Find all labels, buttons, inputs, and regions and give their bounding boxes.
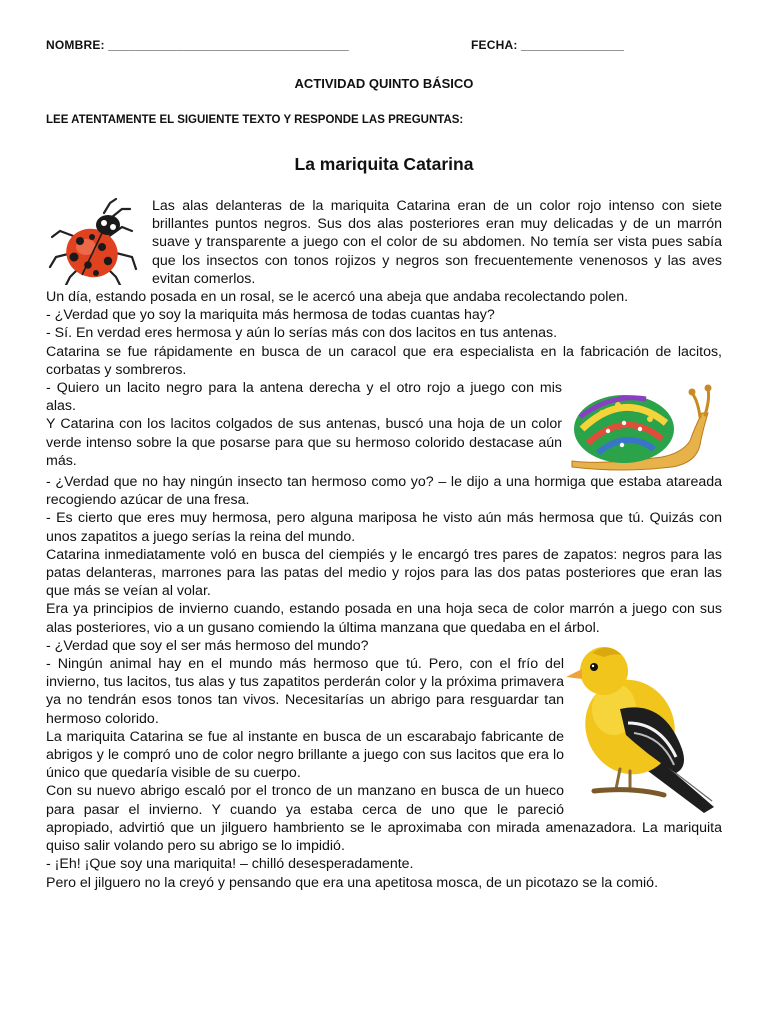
ladybug-illustration <box>46 197 151 287</box>
snail-illustration <box>562 383 722 473</box>
paragraph-7: Y Catarina con los lacitos colgados de sus antenas, buscó una hoja de un color verde intenso sobre la que posarse para que su hermoso colorido destacase aún más. <box>46 416 562 469</box>
story-body <box>46 197 722 892</box>
instruction-text: LEE ATENTAMENTE EL SIGUIENTE TEXTO Y RESPONDE LAS PREGUNTAS: <box>46 114 464 126</box>
paragraph-14: La mariquita Catarina se fue al instante en busca de un escarabajo fabricante de abrigos y le compró uno de color negro brillante a juego con sus lacitos que era lo único que quedaría visible de su cuerpo. <box>46 728 564 782</box>
paragraph-1: Las alas delanteras de la mariquita Catarina eran de un color rojo intenso con siete brillantes puntos negros. Sus dos alas posteriores eran muy delicadas y de un marrón suave y transparente a juego con el color de su abdomen. No temía ser vista pues sabía que los insectos con tonos rojizos y negros son frecuentemente venenosos y las aves evitan comerlos. <box>152 198 722 287</box>
paragraph-15: Con su nuevo abrigo escaló por el tronco de un manzano en busca de un hueco para pasar el invierno. Y cuando ya estaba cerca de uno que le pareció apropiado, advirtió que un jilguero hambriento se le aproximaba con mirada amenazadora. La mariquita quiso salir volando pero su abrigo se lo impidió. <box>46 783 722 855</box>
activity-subtitle: ACTIVIDAD QUINTO BÁSICO <box>294 76 474 91</box>
paragraph-3: - ¿Verdad que yo soy la mariquita más hermosa de todas cuantas hay? <box>46 307 495 324</box>
name-field-label: NOMBRE: ___________________________________ <box>46 38 349 52</box>
paragraph-5: Catarina se fue rápidamente en busca de un caracol que era especialista en la fabricación de lacitos, corbatas y sombreros. <box>46 343 722 378</box>
paragraph-10: Catarina inmediatamente voló en busca del ciempiés y le encargó tres pares de zapatos: negros para las patas delanteras, marrones para las patas del medio y rojos para las dos patas posteriores que eran las que más se veían al volar. <box>46 546 722 600</box>
paragraph-2: Un día, estando posada en un rosal, se le acercó una abeja que andaba recolectando polen. <box>46 289 629 306</box>
paragraph-8: - ¿Verdad que no hay ningún insecto tan hermoso como yo? – le dijo a una hormiga que estaba atareada recogiendo azúcar de una fresa. <box>46 474 722 509</box>
paragraph-12: - ¿Verdad que soy el ser más hermoso del mundo? <box>46 637 369 654</box>
paragraph-11: Era ya principios de invierno cuando, estando posada en una hoja seca de color marrón a juego con sus alas posteriores, vio a un gusano comiendo la última manzana que quedaba en el árbol. <box>46 601 722 636</box>
paragraph-9: - Es cierto que eres muy hermosa, pero alguna mariposa he visto aún más hermosa que tú. Quizás con unos zapatitos a juego serías la reina del mundo. <box>46 510 722 545</box>
date-field-label: FECHA: _______________ <box>471 38 625 52</box>
paragraph-17: Pero el jilguero no la creyó y pensando que era una apetitosa mosca, de un picotazo se la comió. <box>46 874 659 891</box>
paragraph-6: - Quiero un lacito negro para la antena derecha y el otro rojo a juego con mis alas. <box>46 380 562 415</box>
story-title: La mariquita Catarina <box>294 154 474 174</box>
paragraph-16: - ¡Eh! ¡Que soy una mariquita! – chilló desesperadamente. <box>46 856 414 873</box>
paragraph-13: - Ningún animal hay en el mundo más hermoso que tú. Pero, con el frío del invierno, tus lacitos, tus alas y tus zapatitos perderán color y la próxima primavera ya no tendrán esos tonos tan vivos. Necesitarías un abrigo para resguardar tan hermoso colorido. <box>46 656 564 727</box>
goldfinch-illustration <box>564 639 722 817</box>
paragraph-4: - Sí. En verdad eres hermosa y aún lo serías más con dos lacitos en tus antenas. <box>46 325 558 342</box>
